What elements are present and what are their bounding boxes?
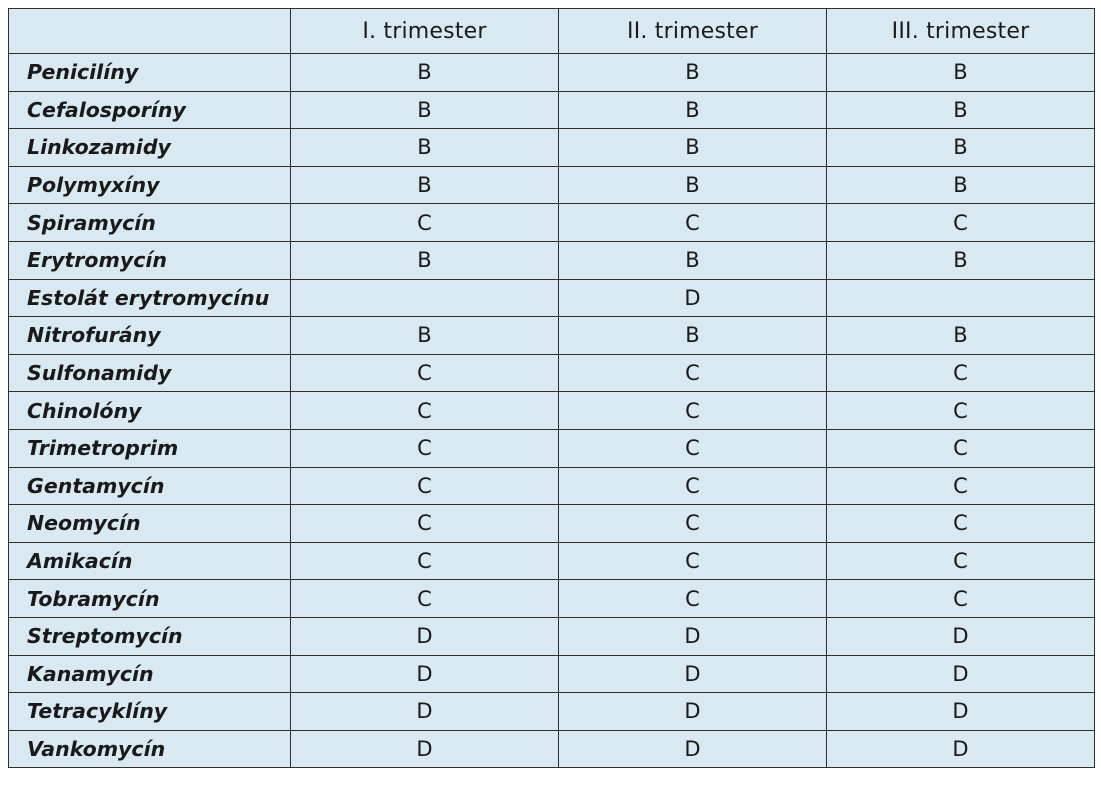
category-cell-trimester-2: C: [559, 392, 827, 430]
antibiotic-trimester-table: [8, 8, 1095, 768]
table-row: [9, 129, 1095, 167]
drug-name-cell: Streptomycín: [9, 617, 291, 655]
category-cell-trimester-1: C: [291, 429, 559, 467]
drug-name-cell: Trimetroprim: [9, 429, 291, 467]
table-body: [9, 54, 1095, 768]
table-row: [9, 617, 1095, 655]
category-cell-trimester-1: C: [291, 505, 559, 543]
category-cell-trimester-3: [827, 279, 1095, 317]
category-cell-trimester-2: D: [559, 693, 827, 731]
table-row: [9, 279, 1095, 317]
table-row: [9, 505, 1095, 543]
category-cell-trimester-1: C: [291, 354, 559, 392]
category-cell-trimester-2: D: [559, 617, 827, 655]
category-cell-trimester-1: [291, 279, 559, 317]
category-cell-trimester-3: D: [827, 730, 1095, 768]
category-cell-trimester-2: C: [559, 204, 827, 242]
drug-name-cell: Nitrofurány: [9, 317, 291, 355]
category-cell-trimester-1: D: [291, 730, 559, 768]
category-cell-trimester-1: C: [291, 580, 559, 618]
drug-name-cell: Spiramycín: [9, 204, 291, 242]
drug-name-cell: Tobramycín: [9, 580, 291, 618]
category-cell-trimester-2: B: [559, 54, 827, 92]
category-cell-trimester-2: B: [559, 91, 827, 129]
drug-name-cell: Chinolóny: [9, 392, 291, 430]
category-cell-trimester-1: D: [291, 617, 559, 655]
category-cell-trimester-2: B: [559, 166, 827, 204]
category-cell-trimester-3: C: [827, 392, 1095, 430]
category-cell-trimester-1: B: [291, 129, 559, 167]
category-cell-trimester-3: C: [827, 429, 1095, 467]
drug-name-cell: Erytromycín: [9, 241, 291, 279]
drug-name-cell: Estolát erytromycínu: [9, 279, 291, 317]
category-cell-trimester-3: C: [827, 542, 1095, 580]
table-row: [9, 580, 1095, 618]
drug-name-cell: Penicilíny: [9, 54, 291, 92]
category-cell-trimester-1: D: [291, 693, 559, 731]
table-row: [9, 166, 1095, 204]
category-cell-trimester-1: B: [291, 166, 559, 204]
category-cell-trimester-3: C: [827, 204, 1095, 242]
drug-name-cell: Kanamycín: [9, 655, 291, 693]
category-cell-trimester-1: B: [291, 241, 559, 279]
category-cell-trimester-3: C: [827, 467, 1095, 505]
category-cell-trimester-1: D: [291, 655, 559, 693]
table-row: [9, 693, 1095, 731]
category-cell-trimester-1: C: [291, 204, 559, 242]
category-cell-trimester-2: D: [559, 655, 827, 693]
category-cell-trimester-2: D: [559, 730, 827, 768]
category-cell-trimester-2: C: [559, 467, 827, 505]
table-row: [9, 241, 1095, 279]
table-row: [9, 542, 1095, 580]
table-row: [9, 429, 1095, 467]
category-cell-trimester-1: C: [291, 542, 559, 580]
drug-name-cell: Cefalosporíny: [9, 91, 291, 129]
table-row: [9, 91, 1095, 129]
category-cell-trimester-1: C: [291, 467, 559, 505]
table-row: [9, 392, 1095, 430]
category-cell-trimester-3: D: [827, 693, 1095, 731]
header-row: [9, 9, 1095, 54]
header-corner-cell: [9, 9, 291, 54]
table-row: [9, 54, 1095, 92]
category-cell-trimester-3: B: [827, 54, 1095, 92]
table-row: [9, 354, 1095, 392]
category-cell-trimester-3: B: [827, 166, 1095, 204]
category-cell-trimester-3: C: [827, 354, 1095, 392]
table-row: [9, 317, 1095, 355]
category-cell-trimester-3: C: [827, 505, 1095, 543]
drug-name-cell: Tetracyklíny: [9, 693, 291, 731]
drug-name-cell: Vankomycín: [9, 730, 291, 768]
category-cell-trimester-2: C: [559, 542, 827, 580]
category-cell-trimester-2: B: [559, 129, 827, 167]
category-cell-trimester-3: B: [827, 91, 1095, 129]
drug-name-cell: Amikacín: [9, 542, 291, 580]
category-cell-trimester-2: C: [559, 505, 827, 543]
drug-name-cell: Neomycín: [9, 505, 291, 543]
header-trimester-3: III. trimester: [827, 9, 1095, 54]
category-cell-trimester-2: B: [559, 317, 827, 355]
category-cell-trimester-1: B: [291, 54, 559, 92]
category-cell-trimester-3: B: [827, 129, 1095, 167]
drug-name-cell: Linkozamidy: [9, 129, 291, 167]
header-trimester-1: I. trimester: [291, 9, 559, 54]
drug-name-cell: Polymyxíny: [9, 166, 291, 204]
category-cell-trimester-2: C: [559, 580, 827, 618]
table-row: [9, 204, 1095, 242]
category-cell-trimester-1: B: [291, 91, 559, 129]
category-cell-trimester-2: C: [559, 354, 827, 392]
category-cell-trimester-2: C: [559, 429, 827, 467]
category-cell-trimester-3: C: [827, 580, 1095, 618]
table-row: [9, 655, 1095, 693]
category-cell-trimester-2: B: [559, 241, 827, 279]
table-row: [9, 467, 1095, 505]
trimester-table-container: [8, 8, 1094, 768]
category-cell-trimester-3: B: [827, 317, 1095, 355]
category-cell-trimester-3: B: [827, 241, 1095, 279]
header-trimester-2: II. trimester: [559, 9, 827, 54]
table-row: [9, 730, 1095, 768]
category-cell-trimester-3: D: [827, 617, 1095, 655]
drug-name-cell: Sulfonamidy: [9, 354, 291, 392]
category-cell-trimester-1: B: [291, 317, 559, 355]
drug-name-cell: Gentamycín: [9, 467, 291, 505]
category-cell-trimester-2: D: [559, 279, 827, 317]
category-cell-trimester-1: C: [291, 392, 559, 430]
category-cell-trimester-3: D: [827, 655, 1095, 693]
